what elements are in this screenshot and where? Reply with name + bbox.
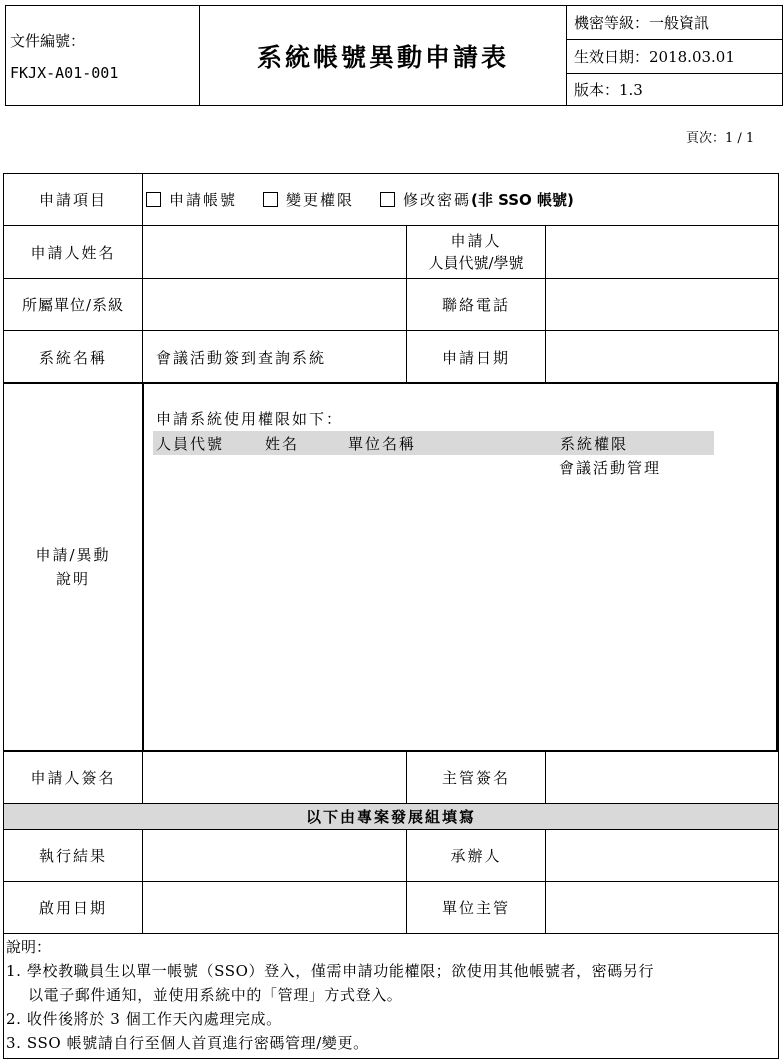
note-item: 3. SSO 帳號請自行至個人首頁進行密碼管理/變更。	[6, 1034, 369, 1052]
column-header: 系統權限	[560, 434, 629, 453]
system-name-label: 系統名稱	[38, 348, 107, 367]
title-cell	[199, 5, 567, 106]
apply-date-label: 申請日期	[441, 348, 510, 367]
section-title: 以下由專案發展組填寫	[4, 804, 778, 829]
permission-value: 會議活動管理	[559, 459, 662, 477]
supervisor-signature-field[interactable]	[546, 752, 778, 803]
enable-date-field[interactable]	[143, 882, 406, 933]
page-number: 頁次：1 / 1	[686, 131, 755, 146]
option-change-permission[interactable]: 變更權限	[263, 189, 354, 210]
notes	[6, 935, 778, 1055]
divider	[142, 384, 144, 752]
enable-date-label: 啟用日期	[38, 899, 107, 917]
confidential-cell	[566, 5, 783, 40]
confidential-level: 機密等級：一般資訊	[574, 14, 710, 32]
phone-label: 聯絡電話	[441, 296, 510, 314]
permission-table-row	[153, 456, 714, 480]
handler-label: 承辦人	[450, 847, 502, 865]
applicant-id-label: 申請人 人員代號/學號	[428, 232, 524, 272]
applicant-name-field[interactable]	[143, 226, 406, 278]
permission-table-header	[153, 431, 714, 455]
option-note: (非 SSO 帳號)	[471, 191, 574, 209]
column-header: 人員代號	[156, 434, 225, 453]
doc-number: FKJX-A01-001	[10, 64, 119, 82]
effective-date: 生效日期：2018.03.01	[574, 48, 735, 66]
apply-item-label: 申請項目	[38, 191, 107, 209]
apply-options	[146, 173, 776, 226]
checkbox-icon[interactable]	[263, 192, 278, 207]
handler-field[interactable]	[546, 830, 778, 881]
effective-date-cell	[566, 39, 783, 74]
apply-date-field[interactable]	[546, 331, 778, 383]
checkbox-icon[interactable]	[380, 192, 395, 207]
dept-field[interactable]	[143, 279, 406, 330]
checkbox-icon[interactable]	[146, 192, 161, 207]
note-item: 以電子郵件通知，並使用系統中的「管理」方式登入。	[28, 986, 403, 1004]
notes-title: 說明：	[6, 938, 52, 956]
applicant-name-label: 申請人姓名	[30, 243, 116, 262]
column-header: 單位名稱	[348, 434, 417, 453]
divider	[776, 384, 778, 752]
doc-number-label: 文件編號：	[10, 32, 86, 50]
doc-number-cell	[5, 5, 200, 106]
supervisor-signature-label: 主管簽名	[441, 769, 510, 787]
divider	[142, 173, 143, 226]
exec-result-field[interactable]	[143, 830, 406, 881]
option-change-password[interactable]: 修改密碼(非 SSO 帳號)	[380, 189, 574, 210]
system-name-value: 會議活動簽到查詢系統	[156, 348, 327, 367]
option-apply-account[interactable]: 申請帳號	[146, 189, 237, 210]
dept-label: 所屬單位/系級	[21, 296, 125, 314]
note-item: 1. 學校教職員生以單一帳號（SSO）登入，僅需申請功能權限；欲使用其他帳號者，密碼另行	[6, 962, 655, 980]
row-line	[3, 933, 779, 934]
version-cell	[566, 73, 783, 106]
applicant-signature-field[interactable]	[143, 752, 406, 803]
column-header: 姓名	[265, 434, 300, 453]
description-label: 申請/異動 說明	[35, 546, 111, 588]
version: 版本：1.3	[574, 81, 643, 99]
unit-head-field[interactable]	[546, 882, 778, 933]
description-intro: 申請系統使用權限如下：	[156, 410, 344, 428]
applicant-id-field[interactable]	[546, 226, 778, 278]
unit-head-label: 單位主管	[441, 899, 510, 917]
note-item: 2. 收件後將於 3 個工作天內處理完成。	[6, 1010, 282, 1028]
form-title: 系統帳號異動申請表	[256, 42, 509, 72]
applicant-signature-label: 申請人簽名	[30, 769, 116, 787]
phone-field[interactable]	[546, 279, 778, 330]
exec-result-label: 執行結果	[38, 847, 107, 865]
